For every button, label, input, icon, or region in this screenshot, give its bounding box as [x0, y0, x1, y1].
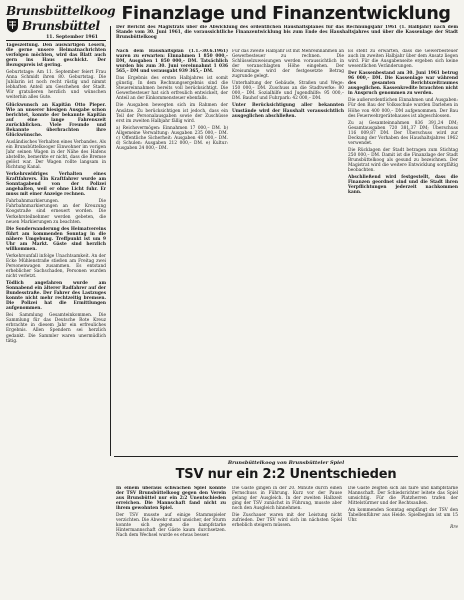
paragraph: Die Ausgaben bewegten sich im Rahmen der Ansätze. Zu berücksichtigen ist jedoch, dass ein Teil der Personalausgaben sowie der Zuschüsse erst im zweiten Halbjahr fällig wird. [116, 103, 228, 124]
paragraph: Geburtstage: Am 11. September feiert Frau Anna Schmidt ihren 80. Geburtstag. Die Jubilarin ist noch recht rüstig und nimmt lebhaften Anteil am Geschehen der Stadt. Wir gratulieren herzlich und wünschen weiterhin alles Gute. [6, 70, 106, 101]
paragraph: Fahrbahnmarkierungen. Die Fahrbahnmarkierungen an der Kreuzung Koogstraße sind erneuert worden. Die Verkehrsteilnehmer werden gebeten, die neuen Markierungen zu beachten. [6, 199, 106, 225]
sport-headline: TSV nur ein 2:2 Unentschieden [175, 467, 397, 482]
paragraph: Bei Sammlung Gesamteinkommen. Die Sammlung für das Deutsche Rote Kreuz erbrachte in diesem Jahr ein erfreuliches Ergebnis. Allen Spendern sei herzlich gedankt. Die Sammler waren unermüdlich tätig. [6, 313, 106, 344]
paragraph: Unter Berücksichtigung aller bekannten Umstände wird der Haushalt voraussichtlich ausgeglichen abschließen. [232, 103, 344, 119]
masthead [6, 4, 116, 40]
sport-kicker: Brunsbüttelkoog von Brunsbütteler Spiel [227, 460, 345, 466]
column-rule [110, 26, 111, 456]
paragraph: Die Zuschauer waren mit der Leistung nicht zufrieden. Der TSV wird sich im nächsten Spiel erheblich steigern müssen. [232, 513, 342, 529]
paragraph: Es steht zu erwarten, dass die Gewerbesteuer auch im zweiten Halbjahr über dem Ansatz liegen wird. Für die Ausgabenseite ergeben sich keine wesentlichen Veränderungen. [348, 49, 458, 70]
masthead-title-row [6, 18, 106, 33]
paragraph: Tödlich angefahren wurde am Sonnabend ein älterer Radfahrer auf der Bundesstraße. Der Fahrer des Lastzuges konnte nicht mehr rechtzeitig bremsen. Die Polizei hat die Ermittlungen aufgenommen. [6, 281, 106, 312]
intro-text: Der Bericht des Magistrats über die Abwicklung des ordentlichen Haushaltsplanes für das Rechnungsjahr 1961 (1. Halbjahr) nach dem Stande vom 30. Juni 1961, die voraussichtliche Finanzentwicklung bis zum Ende des Haushaltsjahres und über die Kassenlage der Stadt Brunsbüttelkoog [116, 25, 458, 41]
main-headline: Finanzlage und Finanzentwicklung [121, 4, 451, 24]
finance-column-1 [116, 49, 228, 454]
paragraph: Die Rücklagen der Stadt betragen zum Stichtag 250 000,– DM. Damit ist die Finanzlage der Stadt Brunsbüttelkoog als gesund zu bezeichnen. Der Magistrat wird die weitere Entwicklung sorgfältig beobachten. [348, 147, 458, 174]
paragraph: In einem überaus schwachen Spiel konnte der TSV Brunsbüttelkoog gegen den Verein aus Brunsbüttel nur ein 2:2 Unentschieden erreichen. Die Mannschaft fand nicht zu ihrem gewohnten Spiel. [116, 486, 226, 512]
author-signature: Rre [450, 525, 458, 531]
masthead-rule [6, 40, 106, 41]
newspaper-page [6, 4, 458, 596]
paragraph: Glückwunsch an Kapitän Otto Pieper. Wie an unserer hiesigen Ausgabe schon berichtet, konnte der bekannte Kapitän auf eine lange Fahrenszeit zurückblicken. Viele Freunde und Bekannte überbrachten ihre Glückwünsche. [6, 102, 106, 138]
paragraph: Ausländisches Verhalten eines Verbandes. Als ein Brunsbüttelkooger Einwohner im vorigen Jahr seinen Wagen in der Nähe des Hafens abstellte, bemerkte er nicht, dass die Bremse gelöst war. Der Wagen rollte langsam in Richtung Kanal. [6, 139, 106, 171]
paragraph: Nach dem Haushaltsplan (1.1.–30.6.1961) waren zu erwarten: Einnahmen 1 850 000,– DM, Ausgaben 1 850 000,– DM. Tatsächlich wurden bis zum 30. Juni vereinnahmt 1 036 565,– DM und verausgabt 939 365,– DM. [116, 49, 228, 75]
paragraph: Der TSV musste auf einige Stammspieler verzichten. Die Abwehr stand unsicher, der Sturm konnte sich gegen die kampfstarke Hintermannschaft der Gäste kaum durchsetzen. Nach dem Wechsel wurde es etwas besser. [116, 513, 226, 539]
local-news-column [6, 43, 106, 596]
paragraph: Abschließend wird festgestellt, dass die Finanzen geordnet sind und die Stadt ihren Verpflichtungen jederzeit nachkommen kann. [348, 175, 458, 196]
paragraph: a) Reichsvermögen: Einnahmen 17 000,– DM. b) Allgemeine Verwaltung: Ausgaben 235 000,– DM. c) Öffentliche Sicherheit: Ausgaben 48 000,– DM. d) Schulen: Ausgaben 212 000,– DM. e) Kultur: Ausgaben 24 000,– DM. [116, 125, 228, 151]
sport-column-1 [116, 486, 226, 596]
sport-column-2 [232, 486, 342, 596]
paragraph: Die außerordentlichen Einnahmen und Ausgaben: Für den Bau der Volksschule wurden Darlehen in Höhe von 400 000,– DM aufgenommen. Der Bau des Feuerwehrgerätehauses ist abgeschlossen. [348, 98, 458, 119]
paragraph: Der Kassenbestand am 30. Juni 1961 betrug 96 000,– DM. Die Kassenlage war während des gesamten Berichtszeitraumes ausgeglichen. Kassenkredite brauchten nicht in Anspruch genommen zu werden. [348, 71, 458, 97]
paragraph: Zu a) Gesamteinnahmen 836 391,24 DM; Gesamtausgaben 720 381,37 DM; Überschuss 116 009,87 DM. Der Überschuss wird zur Deckung der Vorhaben des Haushaltsjahres 1962 verwendet. [348, 120, 458, 146]
paragraph: Tageszeitung. Den auswärtigen Lesern, die gerne unsere Heimatnachrichten verfolgen möchten, wird das Blatt auch gern ins Haus geschickt. Der Bezugspreis ist gering. [6, 43, 106, 69]
paragraph: Die Sonderwanderung des Heimatvereins führt am kommenden Sonntag in die nähere Umgebung. Treffpunkt ist um 9 Uhr am Markt. Gäste sind herzlich willkommen. [6, 226, 106, 252]
masthead-title-top: Brunsbüttelkoog [6, 4, 116, 18]
issue-date: 11. September 1961 [46, 35, 98, 40]
paragraph: Verkehrsunfall infolge Unachtsamkeit. An der Ecke Mühlenstraße stießen am Freitag zwei Personenwagen zusammen. Es entstand erheblicher Sachschaden, Personen wurden nicht verletzt. [6, 253, 106, 280]
finance-column-3 [348, 49, 458, 454]
paragraph: Verkehrswidriges Verhalten eines Kraftfahrers. Ein Kraftfahrer wurde am Sonntagabend von der Polizei angehalten, weil er ohne Licht fuhr. Er muss mit einer Anzeige rechnen. [6, 172, 106, 198]
paragraph: Unterhaltung der Gebäude, Straßen und Wege: 150 000,– DM. Zuschuss an die Stadtwerke: 80 000,– DM. Sozialhilfe und Jugendhilfe: 95 000,– DM. Bauhof und Fuhrpark: 42 000,– DM. [232, 81, 344, 102]
finance-column-2 [232, 49, 344, 454]
crest-icon [6, 18, 19, 33]
paragraph: Am kommenden Sonntag empfängt der TSV den Tabellenführer aus Heide. Spielbeginn ist um 15 Uhr. [348, 508, 458, 524]
sport-column-3 [348, 486, 458, 596]
article-intro [116, 25, 458, 47]
paragraph: Für das zweite Halbjahr ist mit Mehreinnahmen an Gewerbesteuer zu rechnen. Die Schlüsselzuweisungen werden voraussichtlich in der veranschlagten Höhe eingehen. Der Kreisumlage wird der festgesetzte Betrag zugrunde gelegt. [232, 49, 344, 80]
section-rule [114, 456, 458, 457]
masthead-title-bottom: Brunsbüttel [22, 18, 100, 33]
paragraph: Die Gäste zeigten sich als faire und kampfstarke Mannschaft. Der Schiedsrichter leitete das Spiel umsichtig. Für die Platzherren trafen der Mittelstürmer und der Rechtsaußen. [348, 486, 458, 507]
paragraph: Die Gäste gingen in der 20. Minute durch einen Fernschuss in Führung. Kurz vor der Pause gelang der Ausgleich. In der zweiten Halbzeit ging der TSV zunächst in Führung, musste aber noch den Ausgleich hinnehmen. [232, 486, 342, 512]
paragraph: Das Ergebnis des ersten Halbjahres ist somit günstig. In dem Rechnungsergebnis sind die Steuereinnahmen bereits voll berücksichtigt. Die Gewerbesteuer hat sich erfreulich entwickelt, der Anteil an der Einkommensteuer ebenfalls. [116, 76, 228, 102]
